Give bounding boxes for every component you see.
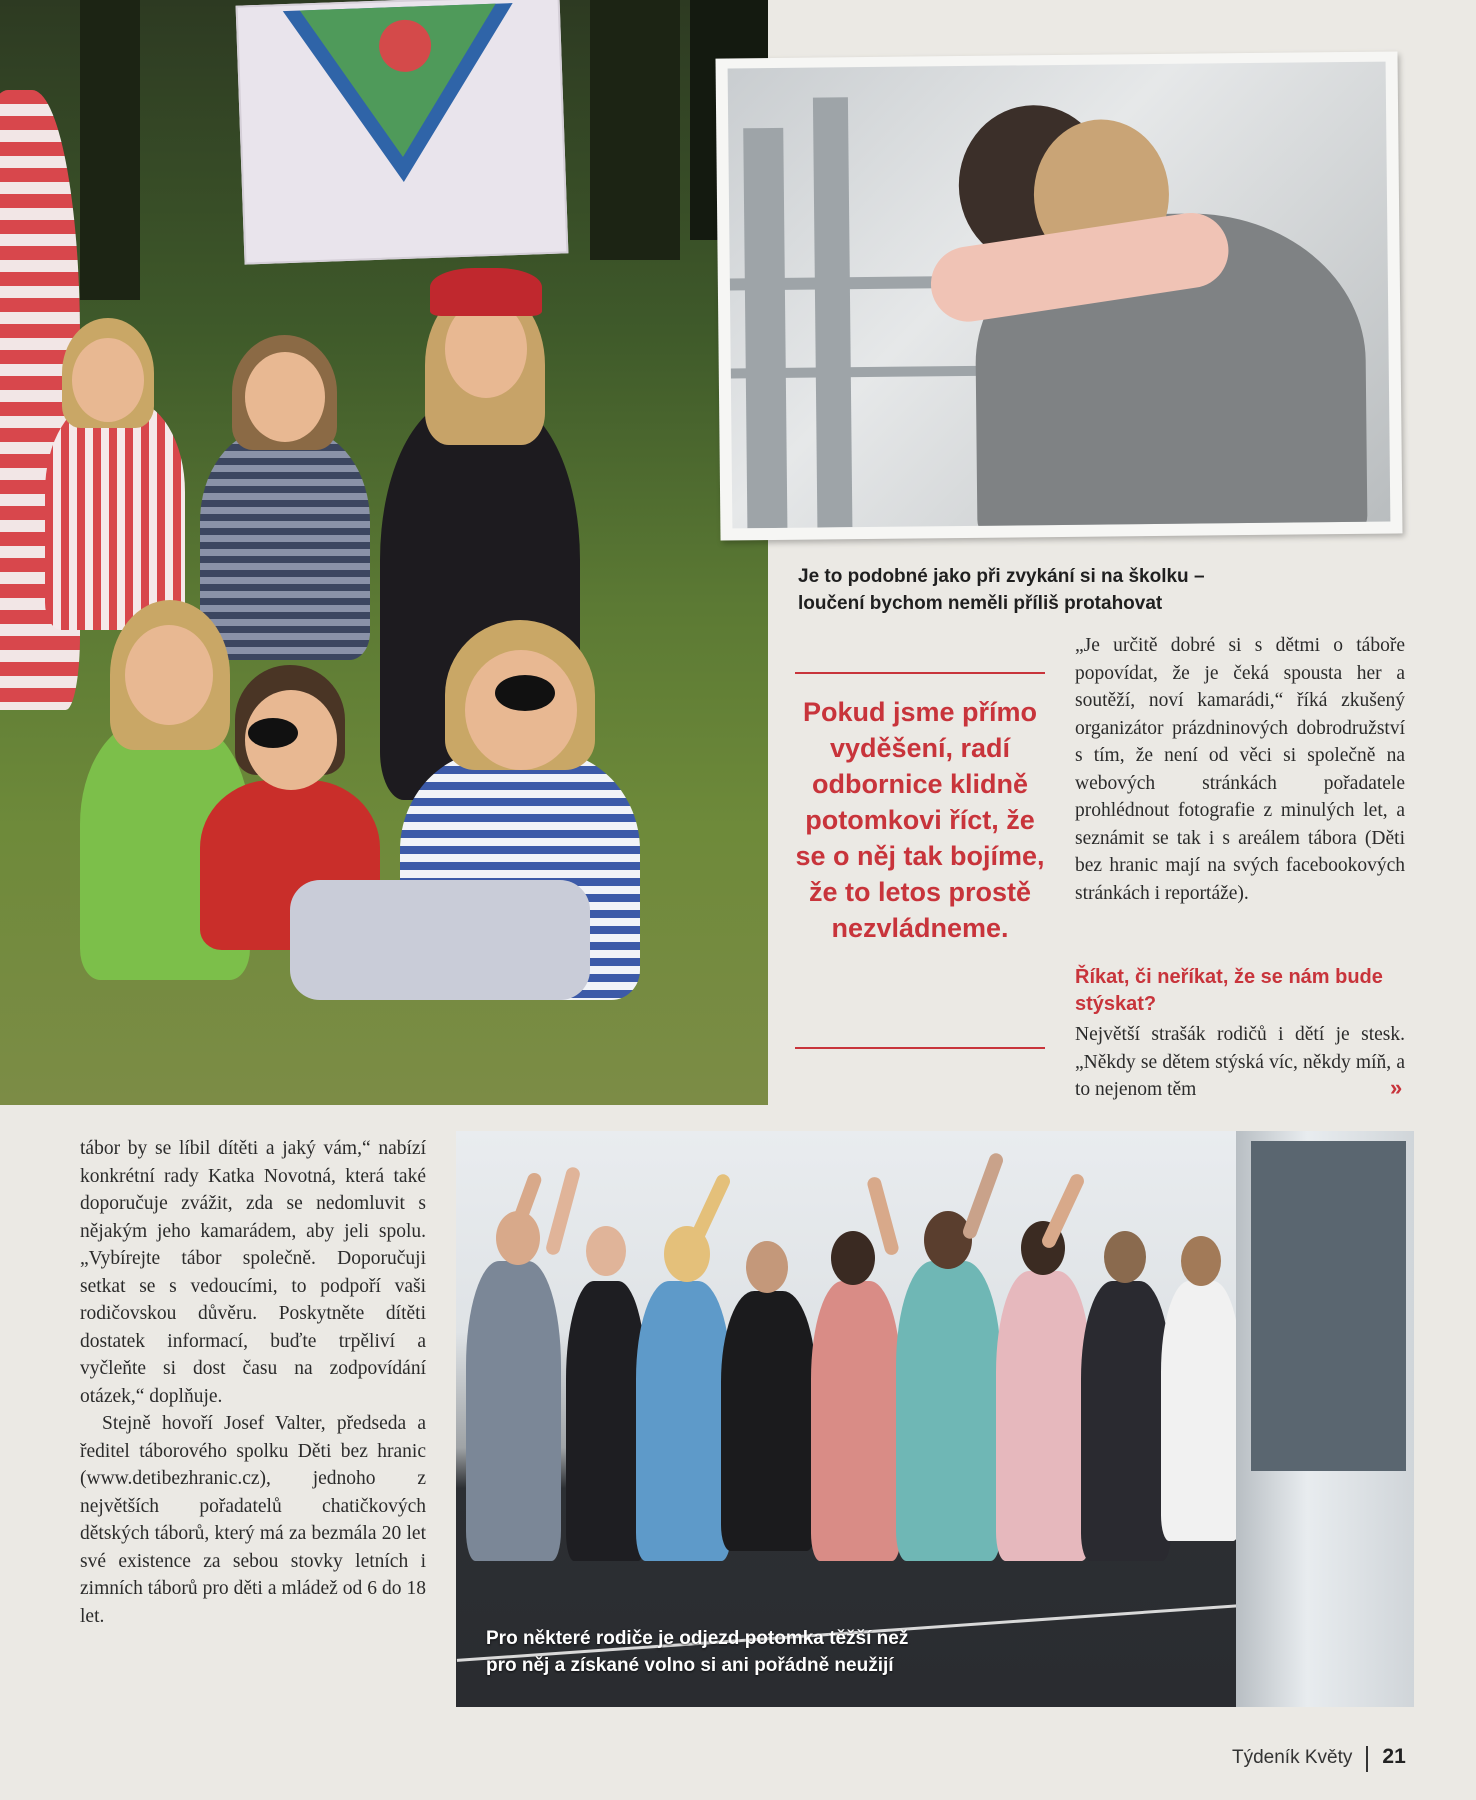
caption-line: Pro některé rodiče je odjezd potomka těžší než: [486, 1628, 909, 1649]
railing-bar: [731, 366, 991, 379]
caption-line: loučení bychom neměli příliš protahovat: [798, 593, 1163, 614]
raised-arm: [961, 1151, 1005, 1240]
person-figure: [721, 1291, 816, 1551]
person-head: [1104, 1231, 1146, 1283]
child-figure: [200, 430, 370, 660]
child-figure: [45, 400, 185, 630]
child-legs: [290, 880, 590, 1000]
hug-photo: [715, 51, 1402, 540]
person-figure: [1161, 1281, 1241, 1541]
kids-pirate-camp-photo: [0, 0, 768, 1105]
paragraph: tábor by se líbil dítěti a jaký vám,“ nabízí konkrétní rady Katka Novotná, která také doporučuje zvážit, zda se nedomluvit s nějakým jeho kamarádem, aby jeli spolu. „Vybírejte tábor společně. Doporučuji setkat se s vedoucími, to podpoří vaši rodičovskou důvěru. Poskytněte dítěti dostatek informací, buďte trpěliví a vyčleňte si dost času na zodpovídání otázek,“ doplňuje.: [80, 1138, 426, 1407]
eyepatch: [495, 675, 555, 711]
person-figure: [1081, 1281, 1171, 1561]
person-head: [831, 1231, 875, 1285]
person-figure: [566, 1281, 646, 1561]
caption-line: pro něj a získané volno si ani pořádně neužijí: [486, 1655, 894, 1676]
page-footer: [1232, 1745, 1406, 1772]
footer-separator: [1366, 1746, 1368, 1772]
pull-quote-rule-bottom: [795, 1047, 1045, 1049]
right-column-text: „Je určitě dobré si s dětmi o táboře popovídat, že je čeká spousta her a soutěží, noví kamarádi,“ říká zkušený organizátor prázdninových dobrodružství s tím, že není od věci si společně na webových stránkách pořadatele prohlédnout fotografie z minulých let, a seznámit se tak i s areálem tábora (Děti bez hranic mají na svých facebookových stránkách i reportáže).: [1075, 635, 1405, 904]
person-head: [586, 1226, 626, 1276]
crowd-photo-caption: [486, 1625, 1046, 1679]
paragraph: Stejně hovoří Josef Valter, předseda a ředitel táborového spolku Děti bez hranic (www.detibezhranic.cz), jednoho z největších pořadatelů chatičkových dětských táborů, který má za bezmála 20 let své existence za sebou stovky letních i zimních táborů pro děti a mládež od 6 do 18 let.: [80, 1413, 426, 1627]
bus-window: [1251, 1141, 1406, 1471]
hug-photo-image: [728, 62, 1391, 529]
railing-post: [813, 97, 853, 527]
left-column-text: [80, 1135, 426, 1630]
section-subhead: Říkat, či neříkat, že se nám bude stýskat?: [1075, 966, 1383, 1015]
person-figure: [466, 1261, 561, 1561]
red-bandana: [430, 268, 542, 316]
pull-quote-rule-top: [795, 672, 1045, 674]
raised-arm: [545, 1166, 582, 1257]
person-figure: [996, 1271, 1091, 1561]
railing-post: [743, 128, 787, 528]
magazine-name: Týdeník Květy: [1232, 1747, 1353, 1768]
child-face: [125, 625, 213, 725]
person-figure: [636, 1281, 731, 1561]
page-number: 21: [1382, 1745, 1406, 1768]
pirate-flag: [236, 0, 569, 265]
hug-photo-caption: [798, 563, 1418, 617]
person-figure: [811, 1281, 901, 1561]
eyepatch: [248, 718, 298, 748]
person-head: [924, 1211, 972, 1269]
right-column-text-2: Největší strašák rodičů i dětí je stesk. „Někdy se dětem stýská víc, někdy míň, a to nejenom těm: [1075, 1024, 1405, 1100]
person-figure: [896, 1261, 1001, 1561]
tree-trunk: [590, 0, 680, 260]
person-head: [746, 1241, 788, 1293]
caption-line: Je to podobné jako při zvykání si na školku –: [798, 566, 1205, 587]
tree-trunk: [80, 0, 140, 300]
child-face: [245, 352, 325, 442]
pull-quote-text: Pokud jsme přímo vyděšení, radí odbornice klidně potomkovi říct, že se o něj tak bojíme, že to letos prostě nezvládneme.: [795, 697, 1045, 943]
continue-mark: »: [1390, 1075, 1403, 1100]
person-head: [1181, 1236, 1221, 1286]
child-face: [72, 338, 144, 422]
crowd-waving-bus-photo: [456, 1131, 1414, 1707]
